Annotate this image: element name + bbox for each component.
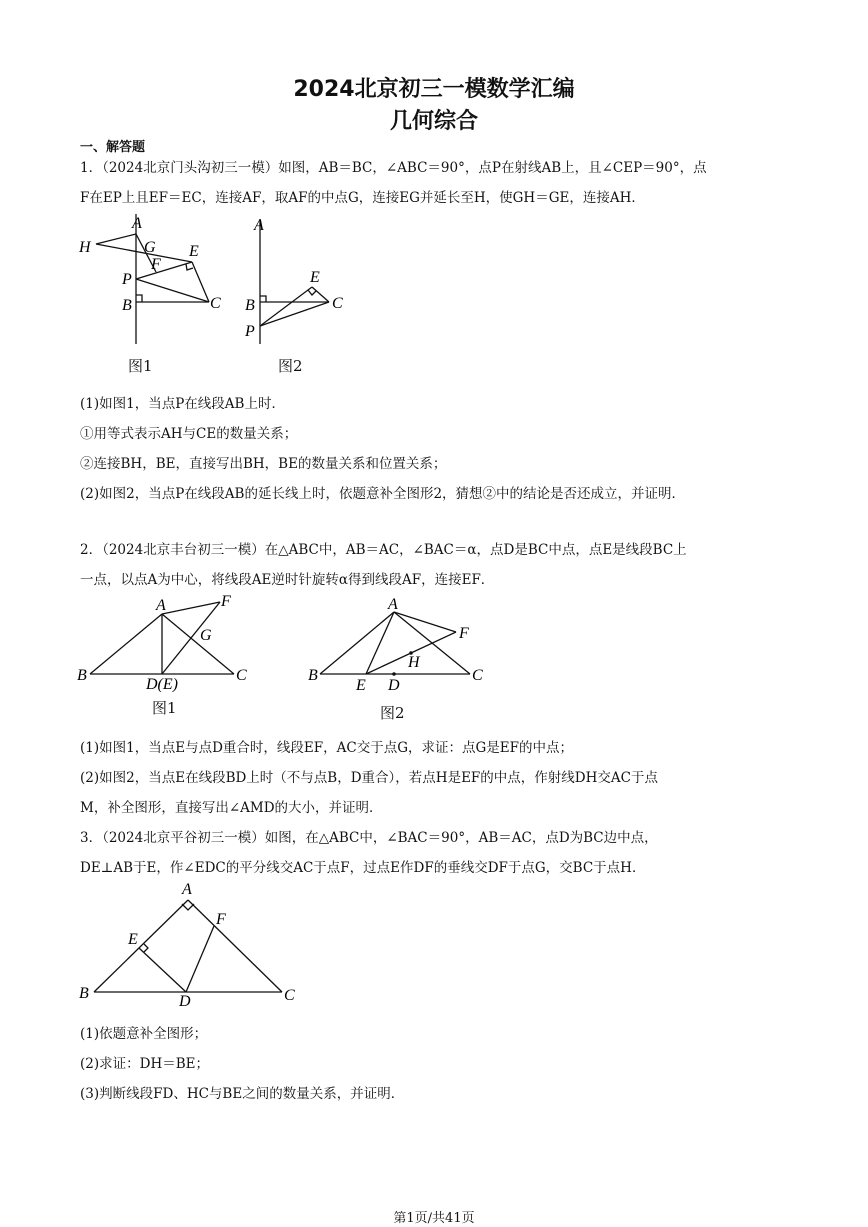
q2f1-label-a: A [156,597,166,614]
q3-text-line-2: DE⊥AB于E，作∠EDC的平分线交AC于点F，过点E作DF的垂线交DF于点G，交BC于点H． [80,860,646,876]
q3-label-c: C [284,987,295,1004]
q2-figure-1-caption: 图1 [152,699,177,717]
q3-part-2: (2)求证：DH＝BE； [80,1056,209,1072]
q3-label-b: B [79,985,89,1002]
q1-figure-2 [240,214,350,354]
q1f1-label-g: G [144,239,156,256]
q1-part-2: (2)如图2，当点P在线段AB的延长线上时，依题意补全图形2，猜想②中的结论是否还成立，并证明． [80,486,686,502]
q2f2-label-b: B [308,667,318,684]
q1f2-label-p: P [245,323,255,340]
q1-text-line-1: 1．（2024北京门头沟初三一模）如图，AB＝BC，∠ABC＝90°，点P在射线AB上，且∠CEP＝90°，点 [80,160,707,176]
q2f2-label-h: H [408,654,420,671]
q2-text-line-1: 2．（2024北京丰台初三一模）在△ABC中，AB＝AC，∠BAC＝α，点D是BC中点，点E是线段BC上 [80,542,687,558]
q2f2-label-a: A [388,596,398,613]
q2-part-1: (1)如图1，当点E与点D重合时，线段EF，AC交于点G，求证：点G是EF的中点； [80,740,573,756]
q2-figure-2 [306,596,490,696]
q2f2-label-d: D [388,677,400,694]
q1f1-label-f: F [151,256,161,273]
q2f2-label-f: F [459,625,469,642]
q2-figure-2-caption: 图2 [380,704,405,722]
q1f2-label-e: E [310,269,320,286]
q3-label-f: F [216,911,226,928]
q2f1-label-d-e: D(E) [146,676,178,692]
q1-figure-1 [76,214,226,354]
q2f1-label-c: C [236,667,247,684]
q1f2-label-c: C [332,295,343,312]
section-heading: 一、解答题 [80,140,146,155]
q1f1-label-h: H [79,239,91,256]
q2f1-label-f: F [221,593,231,610]
page-footer: 第1页/共41页 [393,1211,475,1226]
q1f2-label-b: B [245,297,255,314]
q3-figure [76,880,306,1010]
page-subtitle: 几何综合 [389,109,478,134]
q1f1-label-b: B [122,297,132,314]
q1f1-label-p: P [122,271,132,288]
q1-part-1-1: ①用等式表示AH与CE的数量关系； [80,426,298,442]
q2-figure-1 [74,592,254,692]
q3-label-a: A [182,881,192,898]
q3-label-e: E [128,931,138,948]
q1-part-1: (1)如图1，当点P在线段AB上时． [80,396,285,412]
q1-text-line-2: F在EP上且EF＝EC，连接AF，取AF的中点G，连接EG并延长至H，使GH＝GE，连接AH． [80,190,645,206]
q2f1-label-g: G [200,627,212,644]
q1-figure-1-caption: 图1 [128,357,153,375]
page-title: 2024北京初三一模数学汇编 [293,77,575,102]
q1f1-label-a: A [132,215,142,232]
q1-part-1-2: ②连接BH，BE，直接写出BH，BE的数量关系和位置关系； [80,456,447,472]
q2f2-label-c: C [472,667,483,684]
q2f1-label-b: B [77,667,87,684]
q3-part-1: (1)依题意补全图形； [80,1026,208,1042]
q1f2-label-a: A [254,217,264,234]
q3-label-d: D [179,993,191,1010]
q2-part-2-cont: M，补全图形，直接写出∠AMD的大小，并证明． [80,800,383,816]
q2-part-2: (2)如图2，当点E在线段BD上时（不与点B，D重合），若点H是EF的中点，作射线DH交AC于点 [80,770,658,786]
q2-text-line-2: 一点，以点A为中心，将线段AE逆时针旋转α得到线段AF，连接EF． [80,572,495,588]
q3-text-line-1: 3．（2024北京平谷初三一模）如图，在△ABC中，∠BAC＝90°，AB＝AC，点D为BC边中点， [80,830,658,846]
q2f2-label-e: E [356,677,366,694]
q3-part-3: (3)判断线段FD、HC与BE之间的数量关系，并证明． [80,1086,405,1102]
q1f1-label-e: E [189,243,199,260]
q1-figure-2-caption: 图2 [278,357,303,375]
q1f1-label-c: C [210,295,221,312]
